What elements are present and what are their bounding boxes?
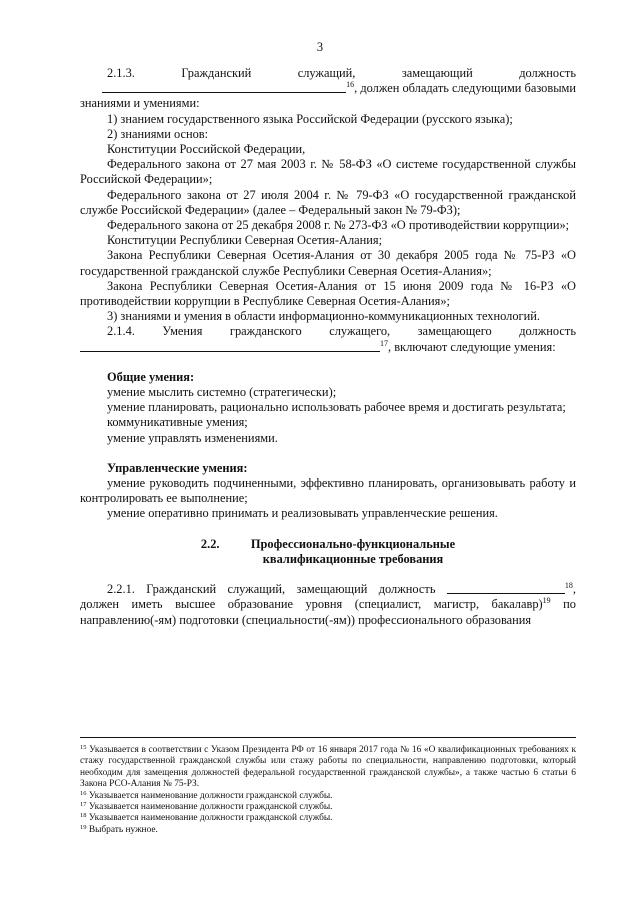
- section-text: по направлению(-ям) подготовки (специальности(-ям)) профессионального образования: [80, 597, 576, 627]
- section-text: , должен иметь высшее образование уровня (специалист, магистр, бакалавр): [80, 582, 576, 612]
- general-skill-item: умение планировать, рационально использовать рабочее время и достигать результата;: [107, 400, 566, 415]
- word: должность: [519, 324, 576, 339]
- footnote-text: Указывается наименование должности гражданской службы.: [86, 790, 333, 801]
- footnote-ref: 16: [346, 80, 355, 90]
- footnote-text: Указывается наименование должности гражданской службы.: [86, 813, 333, 824]
- footnote-text: Указывается наименование должности гражданской службы.: [86, 802, 333, 813]
- knowledge-item: Конституции Республики Северная Осетия-Алания;: [107, 233, 383, 248]
- knowledge-item: 3) знаниями и умения в области информационно-коммуникационных технологий.: [107, 309, 540, 324]
- page-number: 3: [316, 40, 324, 54]
- footnote-divider: [80, 737, 576, 738]
- section-2-1-3-line1: [80, 66, 576, 81]
- section-number: 2.1.3.: [107, 66, 135, 80]
- footnote: [80, 791, 576, 802]
- knowledge-item: Федерального закона от 25 декабря 2008 г. № 273-ФЗ «О противодействии коррупции»;: [107, 218, 570, 233]
- footnote: [80, 813, 576, 824]
- word: должность: [519, 66, 576, 80]
- section-text: , включают следующие умения:: [388, 339, 556, 354]
- section-text: 2.2.1. Гражданский служащий, замещающий должность: [107, 582, 436, 597]
- blank-position-field: [102, 81, 346, 93]
- management-skill-item: умение руководить подчиненными, эффективно планировать, организовывать работу и контролировать ее выполнение;: [80, 476, 576, 506]
- general-skills-title: Общие умения:: [107, 369, 195, 384]
- knowledge-item: Конституции Российской Федерации,: [107, 142, 306, 157]
- word: замещающего: [417, 324, 492, 339]
- footnote-number: 15: [80, 744, 87, 751]
- general-skill-item: умение мыслить системно (стратегически);: [107, 385, 337, 400]
- section-2-2-heading: [80, 537, 576, 552]
- word: замещающий: [401, 66, 473, 80]
- section-2-1-3-line3: знаниями и умениями:: [80, 96, 200, 111]
- footnote: [80, 802, 576, 813]
- knowledge-item: 2) знаниями основ:: [107, 126, 209, 141]
- knowledge-item: Федерального закона от 27 июля 2004 г. № 79-ФЗ «О государственной гражданской службе Российской Федерации» (далее – Федеральный закон № 79-ФЗ);: [80, 187, 576, 217]
- footnote-number: 18: [80, 812, 87, 820]
- management-skill-item: умение оперативно принимать и реализовывать управленческие решения.: [107, 506, 498, 521]
- general-skill-item: умение управлять изменениями.: [107, 430, 278, 445]
- footnotes: [80, 745, 576, 836]
- knowledge-item: 1) знанием государственного языка Российской Федерации (русского языка);: [107, 111, 513, 126]
- footnote-text: Выбрать нужное.: [86, 824, 158, 835]
- footnote-number: 16: [80, 789, 87, 797]
- footnote-ref: 18: [564, 581, 573, 591]
- section-2-1-4-line2: [80, 340, 576, 355]
- word: служащий,: [297, 66, 356, 80]
- section-2-2-heading-line2: квалификационные требования: [262, 551, 444, 566]
- section-2-1-3-line2: [80, 81, 576, 96]
- word: Умения: [162, 324, 203, 339]
- document-body: [80, 66, 576, 628]
- section-number: 2.1.4.: [107, 324, 135, 339]
- word: гражданского: [229, 324, 302, 339]
- footnote-number: 19: [80, 823, 87, 831]
- blank-position-field: [80, 340, 380, 352]
- word: Гражданский: [181, 66, 252, 80]
- footnote-number: 17: [80, 801, 87, 809]
- footnote-text: Указывается в соответствии с Указом Президента РФ от 16 января 2017 года № 16 «О квалификационных требованиях к стажу государственной гражданской службы или стажу работы по специальности, направлению подготовки, который необходим для замещения должностей федеральной государственной гражданской службы», а также частью 6 статьи 6 Закона РСО-Алания № 75-РЗ.: [80, 745, 576, 790]
- knowledge-item: Закона Республики Северная Осетия-Алания от 30 декабря 2005 года № 75-РЗ «О государственной гражданской службе Республики Северная Осетия-Алания»;: [80, 248, 576, 278]
- section-text: , должен обладать следующими базовыми: [354, 81, 576, 96]
- heading-line: Профессионально-функциональные: [250, 536, 456, 551]
- management-skills-title: Управленческие умения:: [107, 460, 248, 475]
- blank-position-field: [447, 582, 565, 594]
- section-2-2-1: [80, 582, 576, 628]
- footnote: [80, 745, 576, 791]
- footnote-ref: 19: [542, 596, 551, 606]
- footnote-ref: 17: [380, 338, 388, 348]
- knowledge-item: Федерального закона от 27 мая 2003 г. № 58-ФЗ «О системе государственной службы Российской Федерации»;: [80, 157, 576, 187]
- footnote: [80, 825, 576, 836]
- word: служащего,: [329, 324, 391, 339]
- section-number: 2.2.: [200, 536, 220, 551]
- section-2-1-4-line1: [80, 324, 576, 339]
- knowledge-item: Закона Республики Северная Осетия-Алания от 15 июня 2009 года № 16-РЗ «О противодействии коррупции в Республике Северная Осетия-Алания»;: [80, 278, 576, 309]
- general-skill-item: коммуникативные умения;: [107, 415, 248, 430]
